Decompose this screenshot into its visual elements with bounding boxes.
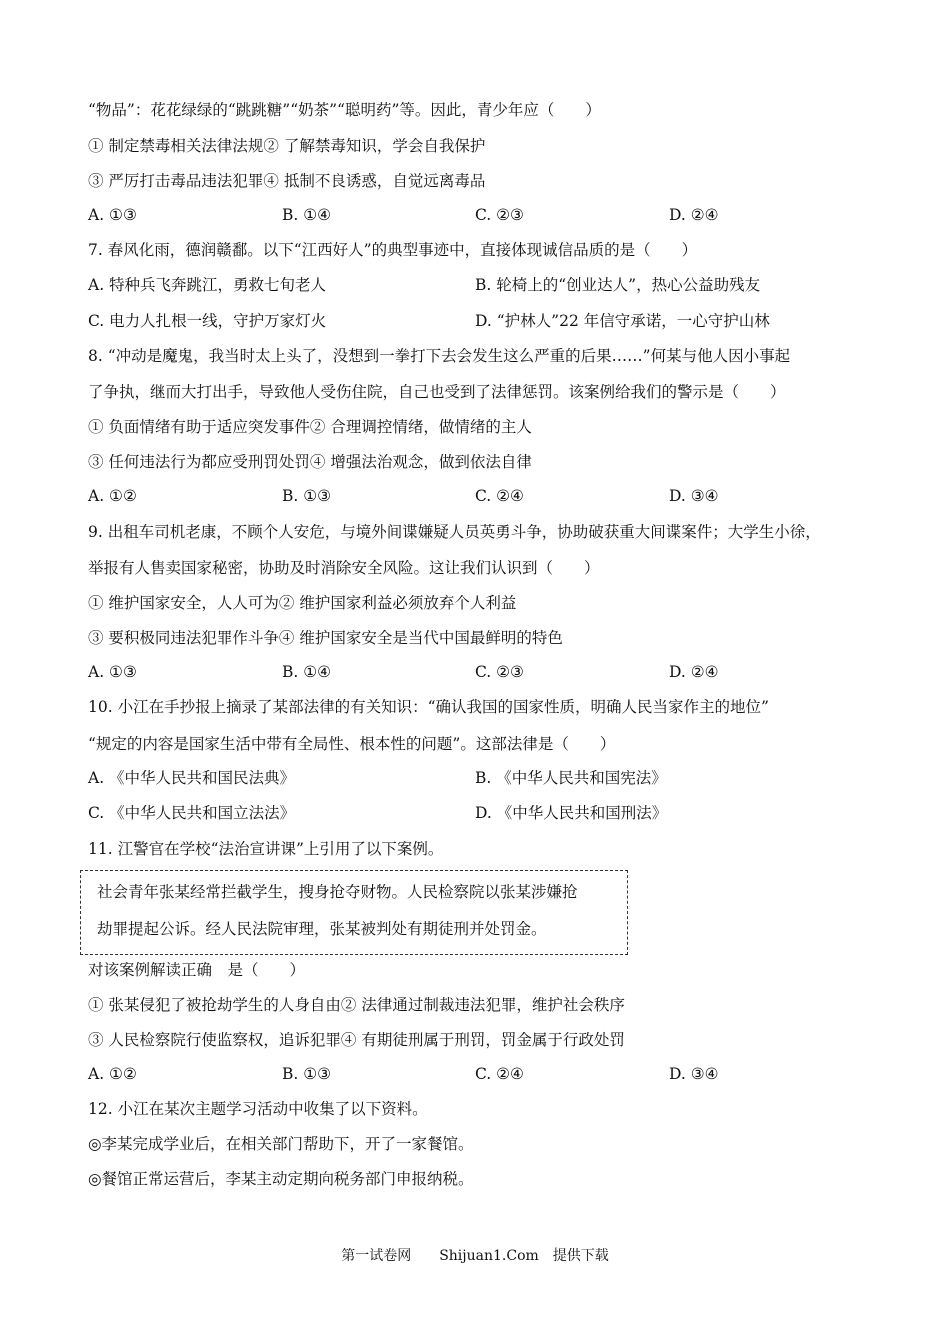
q8-option-b: B. ①③: [282, 487, 332, 505]
q9-statement-1-2: ① 维护国家安全，人人可为② 维护国家利益必须放弃个人利益: [88, 594, 517, 612]
q11-question: 对该案例解读正确 是（ ）: [88, 961, 306, 979]
q9-option-d: D. ②④: [669, 663, 719, 681]
q11-statement-1-2: ① 张某侵犯了被抢劫学生的人身自由② 法律通过制裁违法犯罪，维护社会秩序: [88, 996, 625, 1014]
q11-stem: 11. 江警官在学校“法治宣讲课”上引用了以下案例。: [88, 840, 444, 858]
q8-option-c: C. ②④: [475, 487, 524, 505]
q6-option-d: D. ②④: [669, 206, 719, 224]
q11-option-a: A. ①②: [88, 1065, 137, 1083]
q10-option-a: A. 《中华人民共和国民法典》: [88, 769, 296, 787]
q8-stem-line-2: 了争执，继而大打出手，导致他人受伤住院，自己也受到了法律惩罚。该案例给我们的警示是（ ）: [88, 383, 786, 401]
q9-option-a: A. ①③: [88, 663, 137, 681]
q9-stem-line-1: 9. 出租车司机老康，不顾个人安危，与境外间谍嫌疑人员英勇斗争，协助破获重大间谍案件；大学生小徐，: [88, 523, 821, 541]
q11-statement-3-4: ③ 人民检察院行使监察权，追诉犯罪④ 有期徒刑属于刑罚，罚金属于行政处罚: [88, 1031, 625, 1049]
q8-statement-3-4: ③ 任何违法行为都应受刑罚处罚④ 增强法治观念，做到依法自律: [88, 453, 532, 471]
q7-option-b: B. 轮椅上的“创业达人”，热心公益助残友: [475, 276, 761, 294]
q7-stem: 7. 春风化雨，德润赣鄱。以下“江西好人”的典型事迹中，直接体现诚信品质的是（ ）: [88, 241, 698, 259]
q6-statement-1-2: ① 制定禁毒相关法律法规② 了解禁毒知识，学会自我保护: [88, 137, 486, 155]
q8-statement-1-2: ① 负面情绪有助于适应突发事件② 合理调控情绪，做情绪的主人: [88, 418, 532, 436]
case-text-line-1: 社会青年张某经常拦截学生，搜身抢夺财物。人民检察院以张某涉嫌抢: [97, 883, 578, 901]
q10-stem-line-1: 10. 小江在手抄报上摘录了某部法律的有关知识：“确认我国的国家性质，明确人民当家作主的地位”: [88, 698, 769, 716]
case-box: [80, 870, 628, 955]
page-footer: 第一试卷网 Shijuan1.Com 提供下载: [341, 1248, 609, 1264]
q7-option-c: C. 电力人扎根一线，守护万家灯火: [88, 312, 327, 330]
q6-statement-3-4: ③ 严厉打击毒品违法犯罪④ 抵制不良诱惑，自觉远离毒品: [88, 172, 486, 190]
q11-option-c: C. ②④: [475, 1065, 524, 1083]
q9-option-b: B. ①④: [282, 663, 332, 681]
q12-material-1: ◎李某完成学业后，在相关部门帮助下，开了一家餐馆。: [88, 1135, 474, 1153]
q6-option-b: B. ①④: [282, 206, 332, 224]
q10-option-d: D. 《中华人民共和国刑法》: [475, 804, 668, 822]
q9-stem-line-2: 举报有人售卖国家秘密，协助及时消除安全风险。这让我们认识到（ ）: [88, 559, 600, 577]
q8-option-a: A. ①②: [88, 487, 137, 505]
q8-option-d: D. ③④: [669, 487, 719, 505]
q10-option-b: B. 《中华人民共和国宪法》: [475, 769, 667, 787]
q9-option-c: C. ②③: [475, 663, 524, 681]
q6-option-c: C. ②③: [475, 206, 524, 224]
q8-stem-line-1: 8. “冲动是魔鬼，我当时太上头了，没想到一拳打下去会发生这么严重的后果……”何某与他人因小事起: [88, 347, 791, 365]
q10-stem-line-2: “规定的内容是国家生活中带有全局性、根本性的问题”。这部法律是（ ）: [88, 735, 616, 753]
q11-option-b: B. ①③: [282, 1065, 332, 1083]
q9-statement-3-4: ③ 要积极同违法犯罪作斗争④ 维护国家安全是当代中国最鲜明的特色: [88, 629, 563, 647]
q11-option-d: D. ③④: [669, 1065, 719, 1083]
q7-option-d: D. “护林人”22 年信守承诺，一心守护山林: [475, 312, 770, 330]
q12-material-2: ◎餐馆正常运营后，李某主动定期向税务部门申报纳税。: [88, 1170, 474, 1188]
q7-option-a: A. 特种兵飞奔跳江，勇救七旬老人: [88, 276, 327, 294]
q6-stem-end: “物品”：花花绿绿的“跳跳糖”“奶茶”“聪明药”等。因此，青少年应（ ）: [88, 101, 601, 119]
q6-option-a: A. ①③: [88, 206, 137, 224]
case-text-line-2: 劫罪提起公诉。经人民法院审理，张某被判处有期徒刑并处罚金。: [97, 920, 547, 938]
q12-stem: 12. 小江在某次主题学习活动中收集了以下资料。: [88, 1100, 428, 1118]
q10-option-c: C. 《中华人民共和国立法法》: [88, 804, 296, 822]
